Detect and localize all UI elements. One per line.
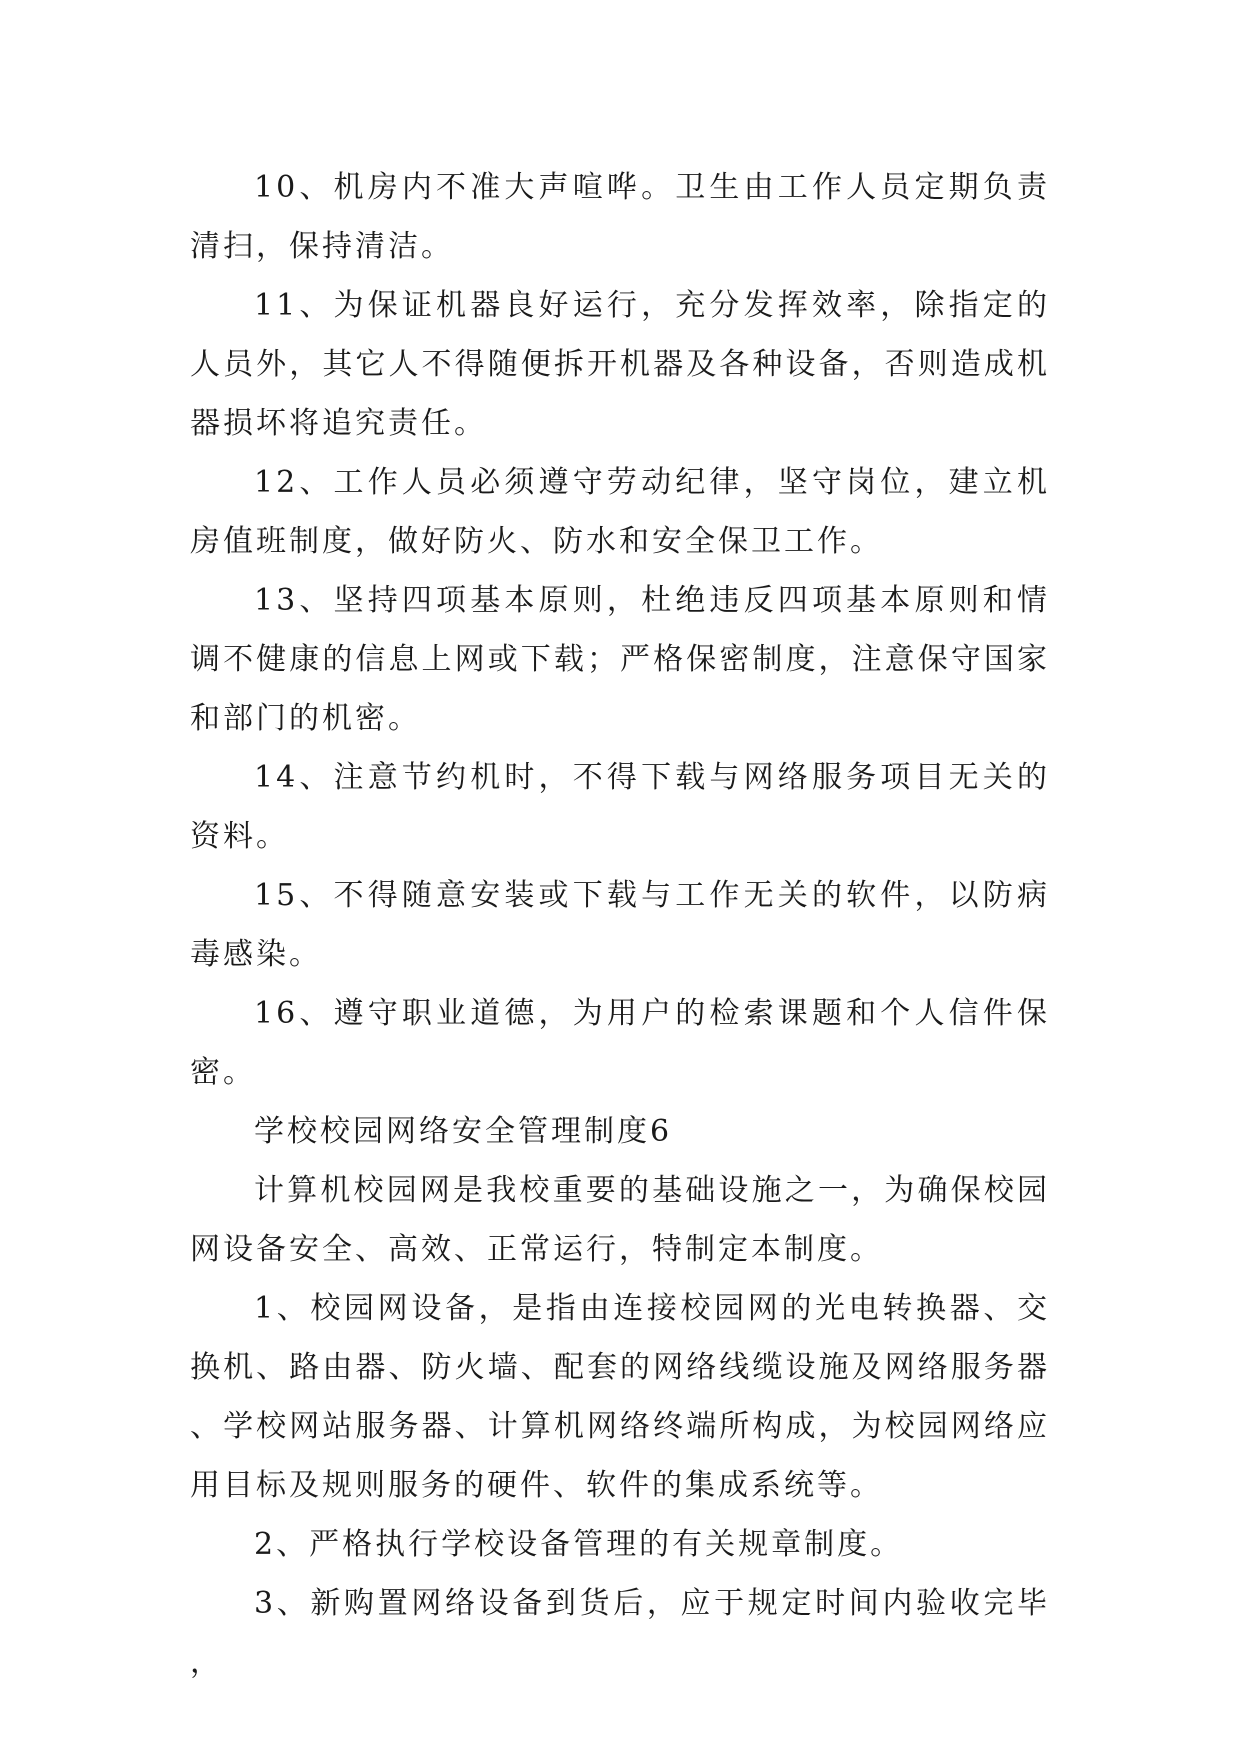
document-body [190, 158, 1050, 1692]
rule-10-paragraph: 10、机房内不准大声喧哗。卫生由工作人员定期负责清扫，保持清洁。 [190, 170, 1050, 264]
item-2-paragraph: 2、严格执行学校设备管理的有关规章制度。 [254, 1527, 904, 1562]
rule-13-paragraph: 13、坚持四项基本原则，杜绝违反四项基本原则和情调不健康的信息上网或下载；严格保密制度，注意保守国家和部门的机密。 [190, 583, 1050, 736]
rule-11-paragraph: 11、为保证机器良好运行，充分发挥效率，除指定的人员外，其它人不得随便拆开机器及各种设备，否则造成机器损坏将追究责任。 [190, 288, 1050, 441]
item-3-paragraph: 3、新购置网络设备到货后，应于规定时间内验收完毕， [190, 1586, 1050, 1680]
rule-16-paragraph: 16、遵守职业道德，为用户的检索课题和个人信件保密。 [190, 996, 1050, 1090]
section-heading: 学校校园网络安全管理制度6 [254, 1114, 673, 1149]
item-1-paragraph: 1、校园网设备，是指由连接校园网的光电转换器、交换机、路由器、防火墙、配套的网络线缆设施及网络服务器、学校网站服务器、计算机网络终端所构成，为校园网络应用目标及规则服务的硬件、软件的集成系统等。 [190, 1291, 1050, 1503]
intro-paragraph: 计算机校园网是我校重要的基础设施之一，为确保校园网设备安全、高效、正常运行，特制定本制度。 [190, 1173, 1050, 1267]
rule-14-paragraph: 14、注意节约机时，不得下载与网络服务项目无关的资料。 [190, 760, 1050, 854]
rule-12-paragraph: 12、工作人员必须遵守劳动纪律，坚守岗位，建立机房值班制度，做好防火、防水和安全保卫工作。 [190, 465, 1050, 559]
rule-15-paragraph: 15、不得随意安装或下载与工作无关的软件，以防病毒感染。 [190, 878, 1050, 972]
